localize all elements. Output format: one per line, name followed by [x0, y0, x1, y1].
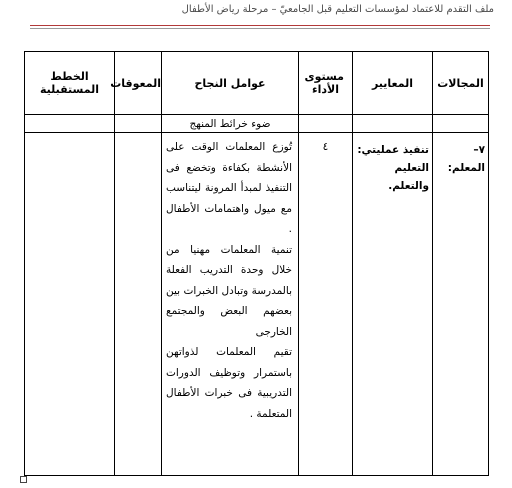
row-performance-level: ٤ — [299, 133, 353, 476]
accreditation-table — [24, 51, 489, 476]
column-header-domains: المجالات — [433, 52, 489, 115]
table-subheader-row — [25, 115, 489, 133]
subheader-empty-domains — [433, 115, 489, 133]
subheader-curriculum-maps: ضوء خرائط المنهج — [162, 115, 299, 133]
header-rule-grey — [30, 28, 490, 29]
row-criteria: تنفيذ عمليتي: التعليم والتعلم. — [353, 133, 433, 476]
column-header-criteria: المعايير — [353, 52, 433, 115]
document-header-title: ملف التقدم للاعتماد لمؤسسات التعليم قبل الجامعيّ – مرحلة رياض الأطفال — [181, 4, 494, 15]
column-header-obstacles: المعوقات — [115, 52, 162, 115]
column-header-future-plans: الخطط المستقبلية — [25, 52, 115, 115]
subheader-empty-plans — [25, 115, 115, 133]
success-factor-item: تنمية المعلمات مهنيا من خلال وحدة التدريب الفعلة بالمدرسة وتبادل الخبرات بين بعضهم البعض والمجتمع الخارجى — [166, 243, 292, 338]
subheader-empty-criteria — [353, 115, 433, 133]
paragraph-marker — [20, 476, 27, 483]
table-row — [25, 133, 489, 476]
subheader-empty-obstacles — [115, 115, 162, 133]
row-obstacles — [115, 133, 162, 476]
row-success-factors — [162, 133, 299, 476]
success-factor-item: تُوزع المعلمات الوقت على الأنشطة بكفاءة وتخضع فى التنفيذ لمبدأ المرونة ليتناسب مع ميول واهتمامات الأطفال . — [166, 141, 292, 235]
column-header-success-factors: عوامل النجاح — [162, 52, 299, 115]
row-future-plans — [25, 133, 115, 476]
subheader-empty-level — [299, 115, 353, 133]
table-header-row — [25, 52, 489, 115]
success-factor-item: تقيم المعلمات لذواتهن باستمرار وتوظيف الدورات التدريبية فى خبرات الأطفال المتعلمة . — [166, 346, 292, 420]
column-header-performance-level: مستوى الأداء — [299, 52, 353, 115]
row-domain: ٧– المعلم: — [433, 133, 489, 476]
header-rule-red — [30, 25, 490, 26]
